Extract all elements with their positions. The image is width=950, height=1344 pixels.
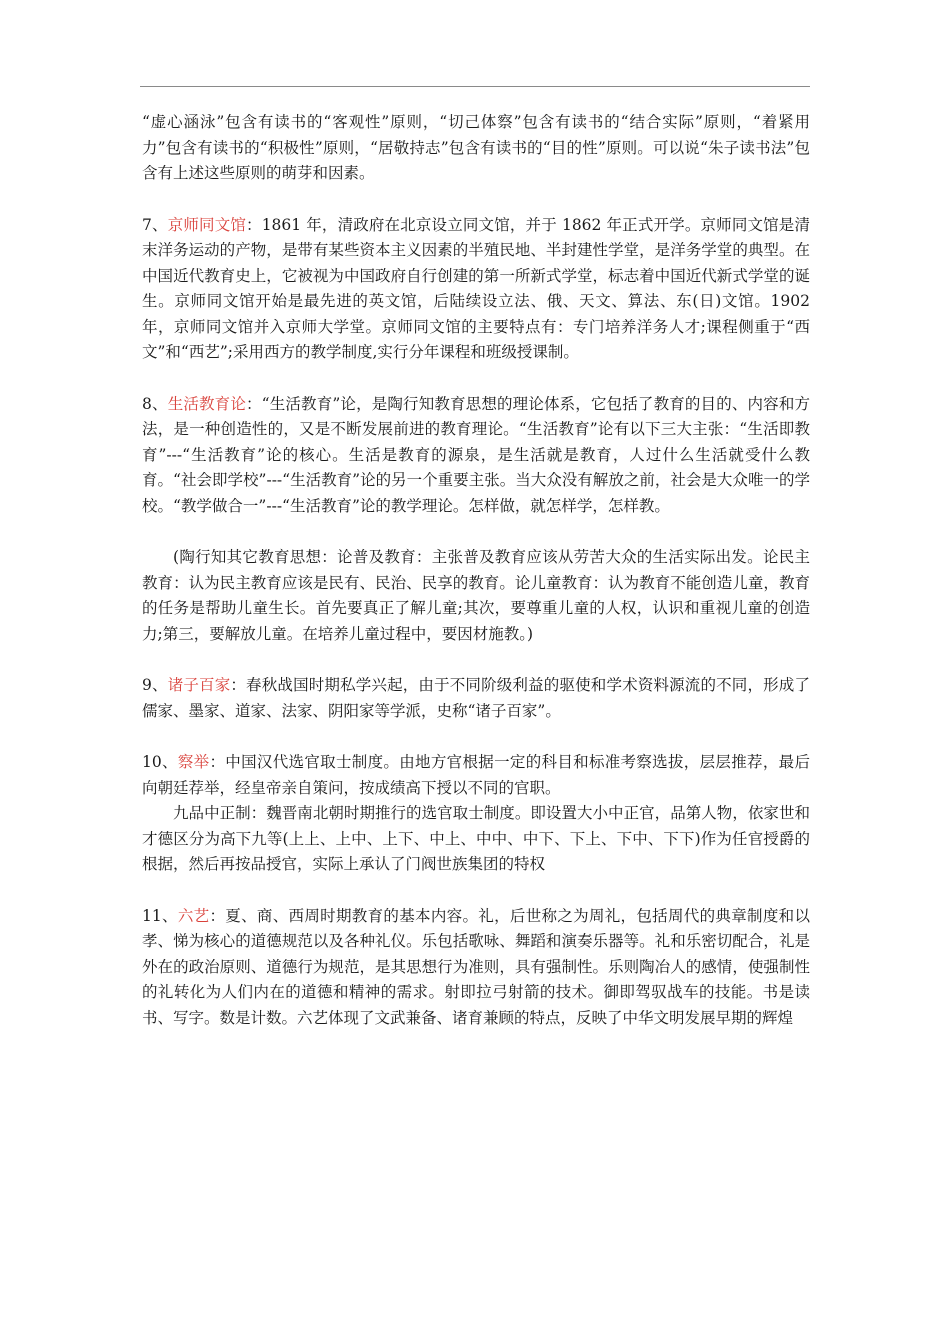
header-rule [140, 86, 810, 87]
term-chaju: 察举 [177, 753, 210, 771]
spacer [142, 647, 810, 673]
item-jingshi-tongwenguan [142, 213, 810, 366]
item-number: 10、 [142, 753, 178, 771]
item-body: ：“生活教育”论，是陶行知教育思想的理论体系，它包括了教育的目的、内容和方法，是一种创造性的，又是不断发展前进的教育理论。“生活教育”论有以下三大主张：“生活即教育”---“生活教育”论的核心。生活是教育的源泉，是生活就是教育，人过什么生活就受什么教育。“社会即学校”---“生活教育”论的另一个重要主张。当大众没有解放之前，社会是大众唯一的学校。“教学做合一”---“生活教育”论的教学理论。怎样做，就怎样学，怎样教。 [142, 394, 810, 515]
item-liuyi [142, 904, 810, 1032]
spacer [142, 187, 810, 213]
document-body [142, 110, 810, 1031]
item-number: 7、 [142, 215, 168, 234]
term-jingshi-tongwenguan: 京师同文馆 [167, 215, 247, 234]
term-liuyi: 六艺 [177, 906, 210, 925]
spacer [142, 519, 810, 545]
item-number: 11、 [142, 906, 178, 925]
item-body: ：春秋战国时期私学兴起，由于不同阶级利益的驱使和学术资料源流的不同，形成了儒家、墨家、道家、法家、阴阳家等学派，史称“诸子百家”。 [142, 676, 810, 720]
note-jiupin-zhongzheng: 九品中正制：魏晋南北朝时期推行的选官取士制度。即设置大小中正官，品第人物，依家世和才德区分为高下九等(上上、上中、上下、中上、中中、中下、下上、下中、下下)作为任官授爵的根据，然后再按品授官，实际上承认了门阀世族集团的特权 [142, 804, 810, 873]
item-body: ：1861 年，清政府在北京设立同文馆，并于 1862 年正式开学。京师同文馆是清末洋务运动的产物，是带有某些资本主义因素的半殖民地、半封建性学堂，是洋务学堂的典型。在中国近代教育史上，它被视为中国政府自行创建的第一所新式学堂，标志着中国近代新式学堂的诞生。京师同文馆开始是最先进的英文馆，后陆续设立法、俄、天文、算法、东(日)文馆。1902 年，京师同文馆并入京师大学堂。京师同文馆的主要特点有：专门培养洋务人才;课程侧重于“西文”和“西艺”;采用西方的教学制度,实行分年课程和班级授课制。 [142, 215, 810, 361]
item-chaju [142, 750, 810, 801]
item-body: ：夏、商、西周时期教育的基本内容。礼，后世称之为周礼，包括周代的典章制度和以孝、悌为核心的道德规范以及各种礼仪。乐包括歌咏、舞蹈和演奏乐器等。礼和乐密切配合，礼是外在的政治原则、道德行为规范，是其思想行为准则，具有强制性。乐则陶冶人的感情，使强制性的礼转化为人们内在的道德和精神的需求。射即拉弓射箭的技术。御即驾驭战车的技能。书是读书、写字。数是计数。六艺体现了文武兼备、诸育兼顾的特点，反映了中华文明发展早期的辉煌 [142, 906, 810, 1027]
term-shenghuo-jiaoyulun: 生活教育论 [167, 394, 246, 413]
item-body: ：中国汉代选官取士制度。由地方官根据一定的科目和标准考察选拔，层层推荐，最后向朝廷荐举，经皇帝亲自策问，按成绩高下授以不同的官职。 [142, 753, 810, 797]
note-taoxingzhi: (陶行知其它教育思想：论普及教育：主张普及教育应该从劳苦大众的生活实际出发。论民主教育：认为民主教育应该是民有、民治、民享的教育。论儿童教育：认为教育不能创造儿童，教育的任务是帮助儿童生长。首先要真正了解儿童;其次，要尊重儿童的人权，认识和重视儿童的创造力;第三，要解放儿童。在培养儿童过程中，要因材施教。) [142, 548, 810, 643]
term-zhuzi-baijia: 诸子百家 [167, 676, 231, 694]
item-zhuzi-baijia [142, 673, 810, 724]
spacer [142, 878, 810, 904]
item-number: 8、 [142, 394, 168, 413]
intro-paragraph: “虚心涵泳”包含有读书的“客观性”原则，“切己体察”包含有读书的“结合实际”原则，“着紧用力”包含有读书的“积极性”原则，“居敬持志”包含有读书的“目的性”原则。可以说“朱子读书法”包含有上述这些原则的萌芽和因素。 [142, 113, 810, 182]
spacer [142, 366, 810, 392]
item-shenghuo-jiaoyulun [142, 392, 810, 520]
item-number: 9、 [142, 676, 168, 694]
spacer [142, 724, 810, 750]
